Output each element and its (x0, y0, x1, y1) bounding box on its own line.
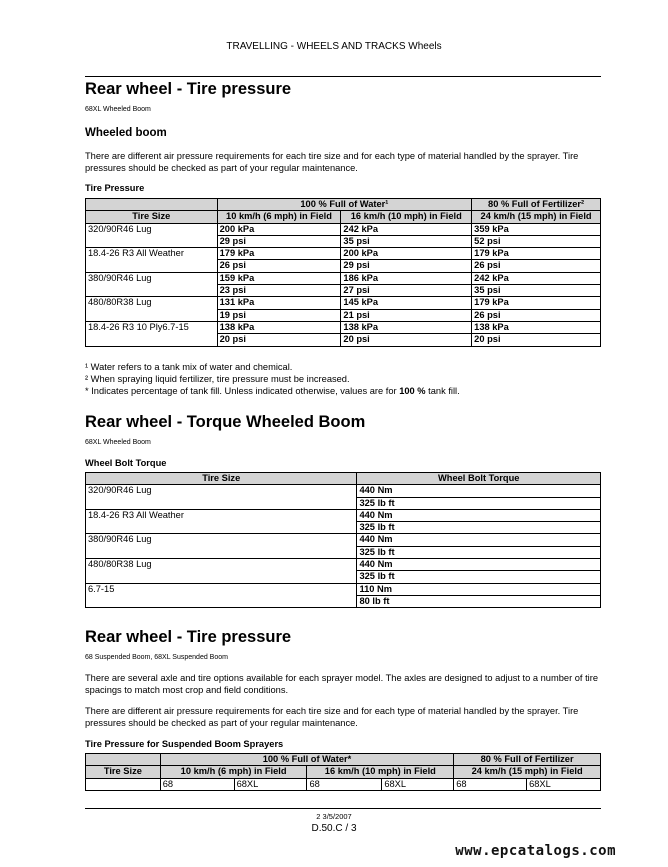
table-header-row (86, 211, 601, 223)
footnote-fertilizer: ² When spraying liquid fertilizer, tire pressure must be increased. (85, 374, 350, 384)
table-row (86, 297, 601, 309)
torque-cell: 325 lb ft (357, 497, 601, 509)
pressure-cell: 131 kPa (217, 297, 341, 309)
torque-cell: 80 lb ft (357, 595, 601, 607)
pressure-cell: 21 psi (341, 309, 472, 321)
torque-cell: 325 lb ft (357, 571, 601, 583)
pressure-cell: 35 psi (341, 235, 472, 247)
pressure-cell: 179 kPa (472, 248, 601, 260)
footnote-bold-value: 100 % (399, 386, 426, 396)
pressure-cell: 179 kPa (472, 297, 601, 309)
torque-cell: 440 Nm (357, 509, 601, 521)
page-code: D.50.C / 3 (311, 823, 357, 834)
table-row (86, 272, 601, 284)
table-row (86, 559, 601, 571)
torque-cell: 440 Nm (357, 559, 601, 571)
tire-size-cell: 480/80R38 Lug (86, 297, 218, 322)
table-row (86, 778, 601, 790)
pressure-requirements-paragraph: There are different air pressure requirements for each tire size and for each type of material handled by the sprayer. Tire pressures should be checked as part of your regular maintenance. (85, 706, 579, 728)
torque-cell: 440 Nm (357, 485, 601, 497)
tire-size-cell: 320/90R46 Lug (86, 485, 357, 510)
section-title-tire-pressure: Rear wheel - Tire pressure (85, 80, 292, 98)
pressure-cell: 242 kPa (341, 223, 472, 235)
table-row (86, 321, 601, 333)
pressure-cell: 145 kPa (341, 297, 472, 309)
speed-16-header: 16 km/h (10 mph) in Field (307, 766, 454, 778)
speed-10-header: 10 km/h (6 mph) in Field (160, 766, 307, 778)
applicability-note: 68XL Wheeled Boom (85, 439, 151, 446)
tire-size-cell: 320/90R46 Lug (86, 223, 218, 248)
applicability-note: 68 Suspended Boom, 68XL Suspended Boom (85, 654, 228, 661)
pressure-cell: 159 kPa (217, 272, 341, 284)
suspended-boom-pressure-table (85, 753, 601, 791)
speed-24-header: 24 km/h (15 mph) in Field (472, 211, 601, 223)
pressure-cell: 26 psi (217, 260, 341, 272)
pressure-cell: 20 psi (217, 334, 341, 346)
axle-options-paragraph: There are several axle and tire options available for each sprayer model. The axles are designed to adjust to a number of tire spacings to match most crop and field conditions. (85, 673, 598, 695)
pressure-cell: 26 psi (472, 309, 601, 321)
tire-size-cell: 6.7-15 (86, 583, 357, 608)
fertilizer-group-header: 80 % Full of Fertilizer (454, 754, 601, 766)
footer-date: 2 3/5/2007 (316, 812, 352, 821)
header-rule (85, 76, 601, 77)
pressure-cell: 200 kPa (217, 223, 341, 235)
pressure-cell: 186 kPa (341, 272, 472, 284)
model-cell: 68 (307, 778, 382, 790)
model-cell: 68 (160, 778, 234, 790)
pressure-cell: 138 kPa (217, 321, 341, 333)
pressure-cell: 26 psi (472, 260, 601, 272)
pressure-cell: 200 kPa (341, 248, 472, 260)
watermark: www.epcatalogs.com (455, 843, 616, 859)
pressure-cell: 20 psi (341, 334, 472, 346)
footnote-water: ¹ Water refers to a tank mix of water and chemical. (85, 362, 293, 372)
tire-size-cell: 480/80R38 Lug (86, 559, 357, 584)
model-cell: 68XL (527, 778, 601, 790)
model-cell: 68 (454, 778, 527, 790)
footer-rule (85, 808, 601, 809)
water-group-header: 100 % Full of Water* (160, 754, 453, 766)
torque-cell: 440 Nm (357, 534, 601, 546)
pressure-cell: 20 psi (472, 334, 601, 346)
subsection-title: Wheeled boom (85, 127, 167, 139)
table-row (86, 223, 601, 235)
tire-size-header: Tire Size (86, 211, 218, 223)
speed-10-header: 10 km/h (6 mph) in Field (217, 211, 341, 223)
empty-cell (86, 778, 161, 790)
pressure-cell: 242 kPa (472, 272, 601, 284)
pressure-cell: 359 kPa (472, 223, 601, 235)
pressure-cell: 29 psi (217, 235, 341, 247)
intro-paragraph: There are different air pressure requirements for each tire size and for each type of material handled by the sprayer. Tire pressures should be checked as part of your regular maintenance. (85, 151, 579, 173)
footnote-tank-fill (85, 385, 460, 397)
table-row (86, 534, 601, 546)
fertilizer-group-header: 80 % Full of Fertilizer² (472, 199, 601, 211)
table-row (86, 248, 601, 260)
pressure-cell: 19 psi (217, 309, 341, 321)
table-caption: Tire Pressure (85, 183, 145, 193)
torque-cell: 325 lb ft (357, 546, 601, 558)
model-cell: 68XL (382, 778, 454, 790)
footnote-text-end: tank fill. (425, 386, 460, 396)
table-row (86, 509, 601, 521)
pressure-cell: 52 psi (472, 235, 601, 247)
speed-16-header: 16 km/h (10 mph) in Field (341, 211, 472, 223)
blank-header-cell (86, 754, 161, 766)
applicability-note: 68XL Wheeled Boom (85, 106, 151, 113)
blank-header-cell (86, 199, 218, 211)
tire-size-cell: 18.4-26 R3 All Weather (86, 509, 357, 534)
wheel-bolt-torque-table (85, 472, 601, 608)
table-caption: Wheel Bolt Torque (85, 458, 167, 468)
section-title-suspended-tire-pressure: Rear wheel - Tire pressure (85, 628, 292, 646)
tire-size-cell: 380/90R46 Lug (86, 534, 357, 559)
tire-size-header: Tire Size (86, 766, 161, 778)
table-header-row (86, 199, 601, 211)
tire-size-cell: 18.4-26 R3 All Weather (86, 248, 218, 273)
table-row (86, 583, 601, 595)
table-caption: Tire Pressure for Suspended Boom Sprayers (85, 739, 284, 749)
pressure-cell: 138 kPa (341, 321, 472, 333)
torque-cell: 325 lb ft (357, 522, 601, 534)
pressure-cell: 179 kPa (217, 248, 341, 260)
pressure-cell: 138 kPa (472, 321, 601, 333)
tire-pressure-table (85, 198, 601, 347)
speed-24-header: 24 km/h (15 mph) in Field (454, 766, 601, 778)
page-header: TRAVELLING - WHEELS AND TRACKS Wheels (226, 41, 442, 52)
footnote-text: * Indicates percentage of tank fill. Unless indicated otherwise, values are for (85, 386, 400, 396)
pressure-cell: 27 psi (341, 285, 472, 297)
table-row (86, 485, 601, 497)
pressure-cell: 35 psi (472, 285, 601, 297)
tire-size-cell: 18.4-26 R3 10 Ply6.7-15 (86, 321, 218, 346)
model-cell: 68XL (234, 778, 307, 790)
torque-header: Wheel Bolt Torque (357, 473, 601, 485)
tire-size-header: Tire Size (86, 473, 357, 485)
torque-cell: 110 Nm (357, 583, 601, 595)
table-header-row (86, 754, 601, 766)
tire-size-cell: 380/90R46 Lug (86, 272, 218, 297)
pressure-cell: 23 psi (217, 285, 341, 297)
table-header-row (86, 473, 601, 485)
water-group-header: 100 % Full of Water¹ (217, 199, 472, 211)
pressure-cell: 29 psi (341, 260, 472, 272)
section-title-torque: Rear wheel - Torque Wheeled Boom (85, 413, 366, 431)
table-header-row (86, 766, 601, 778)
